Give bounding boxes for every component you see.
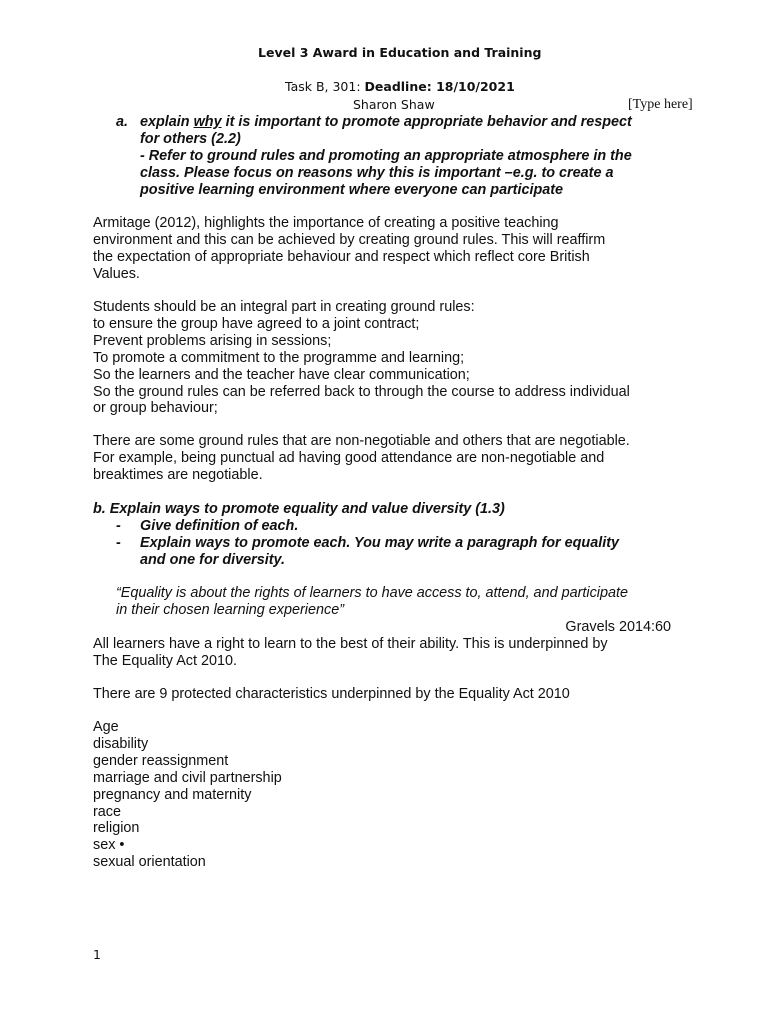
- text-line: For example, being punctual ad having good attendance are non-negotiable and: [93, 449, 605, 466]
- list-item: gender reassignment: [93, 752, 229, 769]
- text-line: and one for diversity.: [140, 551, 286, 568]
- question-b-dash: -: [116, 535, 121, 551]
- list-item: Age: [93, 719, 119, 735]
- question-a-marker: a.: [116, 114, 129, 130]
- text-line: “Equality is about the rights of learners to have access to, attend, and participate: [116, 585, 628, 601]
- list-item: disability: [93, 735, 149, 752]
- text-line: in their chosen learning experience”: [116, 601, 344, 618]
- text-line: the expectation of appropriate behaviour and respect which reflect core British: [93, 248, 590, 265]
- deadline: Deadline: 18/10/2021: [364, 79, 515, 94]
- answer-a-paragraph-3: [93, 433, 693, 484]
- question-a-line: - Refer to ground rules and promoting an appropriate atmosphere in the: [140, 147, 632, 164]
- quote-citation: Gravels 2014:60: [565, 619, 671, 635]
- why-emphasis: why: [193, 114, 222, 130]
- question-a-line: for others (2.2): [140, 130, 241, 147]
- question-a-line: explain why it is important to promote appropriate behavior and respect: [140, 114, 632, 130]
- text-line: To promote a commitment to the programme and learning;: [93, 349, 465, 366]
- answer-a-paragraph-1: [93, 215, 693, 283]
- question-b-bullet-1: Give definition of each.: [140, 518, 299, 534]
- protected-characteristics-list: [93, 719, 693, 871]
- question-a: [140, 114, 740, 199]
- text-line: to ensure the group have agreed to a joint contract;: [93, 315, 420, 332]
- text-line: So the learners and the teacher have clear communication;: [93, 366, 470, 383]
- question-b-bullet-2: [140, 535, 740, 569]
- text-line: Values.: [93, 265, 140, 282]
- question-a-line: positive learning environment where everyone can participate: [140, 181, 564, 198]
- text-line: So the ground rules can be referred back to through the course to address individual: [93, 383, 630, 400]
- task-line: [285, 79, 515, 94]
- answer-b-paragraph-1: [93, 636, 693, 670]
- task-prefix: Task B, 301:: [285, 79, 365, 94]
- list-item: race: [93, 803, 121, 820]
- document-title: Level 3 Award in Education and Training: [258, 45, 542, 60]
- list-item: religion: [93, 820, 140, 837]
- text-line: The Equality Act 2010.: [93, 652, 237, 669]
- answer-b-paragraph-2: There are 9 protected characteristics underpinned by the Equality Act 2010: [93, 686, 570, 702]
- text-line: Armitage (2012), highlights the importance of creating a positive teaching: [93, 215, 559, 231]
- question-b-dash: -: [116, 518, 121, 534]
- list-item: pregnancy and maternity: [93, 786, 252, 803]
- text-line: Prevent problems arising in sessions;: [93, 332, 332, 349]
- text-line: environment and this can be achieved by creating ground rules. This will reaffirm: [93, 231, 606, 248]
- question-b-heading: b. Explain ways to promote equality and value diversity (1.3): [93, 501, 505, 517]
- text-line: There are some ground rules that are non-negotiable and others that are negotiable.: [93, 433, 630, 449]
- list-item: sex •: [93, 837, 125, 854]
- list-item: sexual orientation: [93, 854, 206, 871]
- question-a-line: class. Please focus on reasons why this is important –e.g. to create a: [140, 164, 614, 181]
- text-line: Students should be an integral part in creating ground rules:: [93, 299, 475, 315]
- answer-a-paragraph-2: [93, 299, 693, 417]
- equality-quote: [116, 585, 716, 619]
- text-line: Explain ways to promote each. You may write a paragraph for equality: [140, 535, 620, 551]
- text-line: All learners have a right to learn to the best of their ability. This is underpinned by: [93, 636, 608, 652]
- text-line: breaktimes are negotiable.: [93, 466, 263, 483]
- author-name: Sharon Shaw: [353, 97, 435, 112]
- list-item: marriage and civil partnership: [93, 769, 282, 786]
- text-line: or group behaviour;: [93, 400, 218, 417]
- page-number: 1: [93, 947, 101, 962]
- type-here-placeholder: [Type here]: [628, 97, 693, 112]
